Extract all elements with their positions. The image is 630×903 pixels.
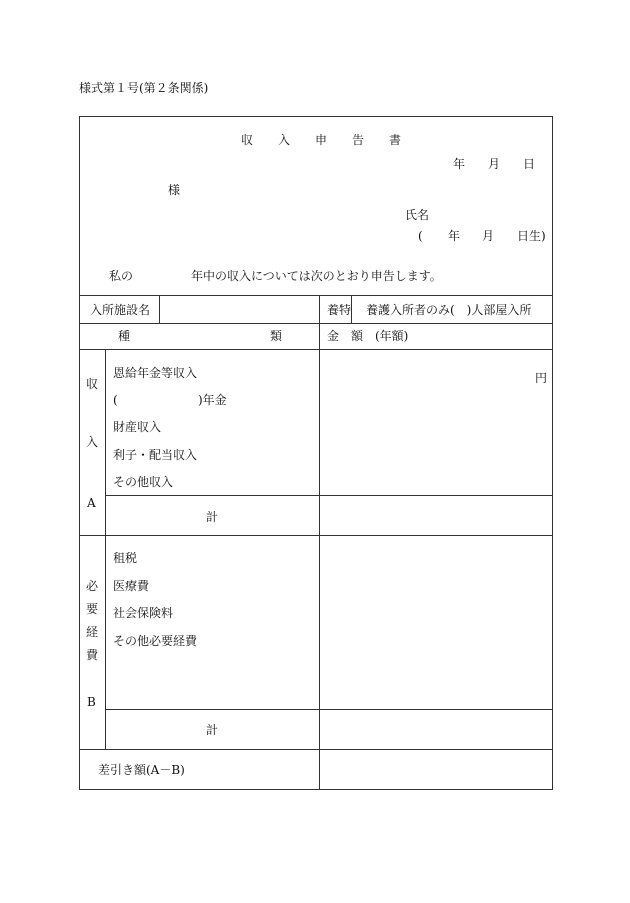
difference-label: 差引き額(A－B) — [98, 763, 185, 777]
expense-section-char-1: 必 — [86, 579, 99, 593]
addressee-suffix: 様 — [168, 183, 181, 197]
income-item-property: 財産収入 — [113, 420, 162, 434]
income-item-interest: 利子・配当収入 — [113, 448, 198, 462]
income-section-char-3: A — [87, 496, 96, 510]
expense-item-social-insurance: 社会保険料 — [113, 606, 174, 620]
rule-income-total-top — [105, 495, 553, 496]
rule-expense-bottom — [79, 749, 553, 750]
rule-expense-total-top — [105, 709, 553, 710]
expense-total-label: 計 — [206, 723, 219, 737]
header-kind-char-2: 類 — [270, 329, 283, 343]
date-day-label: 日 — [523, 157, 536, 171]
date-month-label: 月 — [488, 157, 501, 171]
form-number: 様式第１号(第２条関係) — [79, 81, 209, 95]
rule-expense-section-divider — [105, 535, 106, 749]
rule-facility-name-divider — [159, 295, 160, 323]
facility-type-label: 養特 — [327, 303, 352, 317]
expense-item-medical: 医療費 — [113, 579, 150, 593]
expense-section-char-2: 要 — [86, 602, 99, 616]
income-item-pension-type: )年金 — [198, 393, 227, 407]
birth-open-paren: ( — [418, 229, 423, 243]
name-label: 氏名 — [405, 208, 430, 222]
facility-type-text: 養護入所者のみ( )人部屋入所 — [366, 303, 532, 317]
date-year-label: 年 — [453, 157, 466, 171]
expense-item-other: その他必要経費 — [113, 634, 198, 648]
income-item-pension-open-paren: ( — [113, 393, 118, 407]
rule-header-bottom — [79, 349, 553, 350]
income-section-char-2: 入 — [86, 435, 99, 449]
declaration-prefix: 私の — [109, 269, 134, 283]
rule-income-section-divider — [105, 349, 106, 535]
rule-income-bottom — [79, 535, 553, 536]
rule-amount-divider — [319, 295, 320, 789]
expense-item-tax: 租税 — [113, 551, 138, 565]
expense-section-char-3: 経 — [86, 625, 99, 639]
income-amount-unit: 円 — [535, 371, 548, 385]
expense-section-char-5: B — [87, 695, 96, 709]
header-amount: 金 額 (年額) — [327, 329, 409, 343]
income-item-pension: 恩給年金等収入 — [113, 366, 198, 380]
birth-day-label: 日生) — [517, 229, 546, 243]
income-item-other: その他収入 — [113, 475, 174, 489]
declaration-text: 年中の収入については次のとおり申告します。 — [191, 269, 442, 283]
income-section-char-1: 収 — [86, 377, 99, 391]
facility-label: 入所施設名 — [90, 303, 151, 317]
header-kind-char-1: 種 — [118, 329, 131, 343]
income-total-label: 計 — [206, 510, 219, 524]
birth-month-label: 月 — [482, 229, 495, 243]
rule-type-divider — [351, 295, 352, 323]
rule-facility-top — [79, 295, 553, 296]
form-title: 収入申告書 — [241, 133, 427, 147]
birth-year-label: 年 — [448, 229, 461, 243]
expense-section-char-4: 費 — [86, 648, 99, 662]
rule-facility-bottom — [79, 323, 553, 324]
